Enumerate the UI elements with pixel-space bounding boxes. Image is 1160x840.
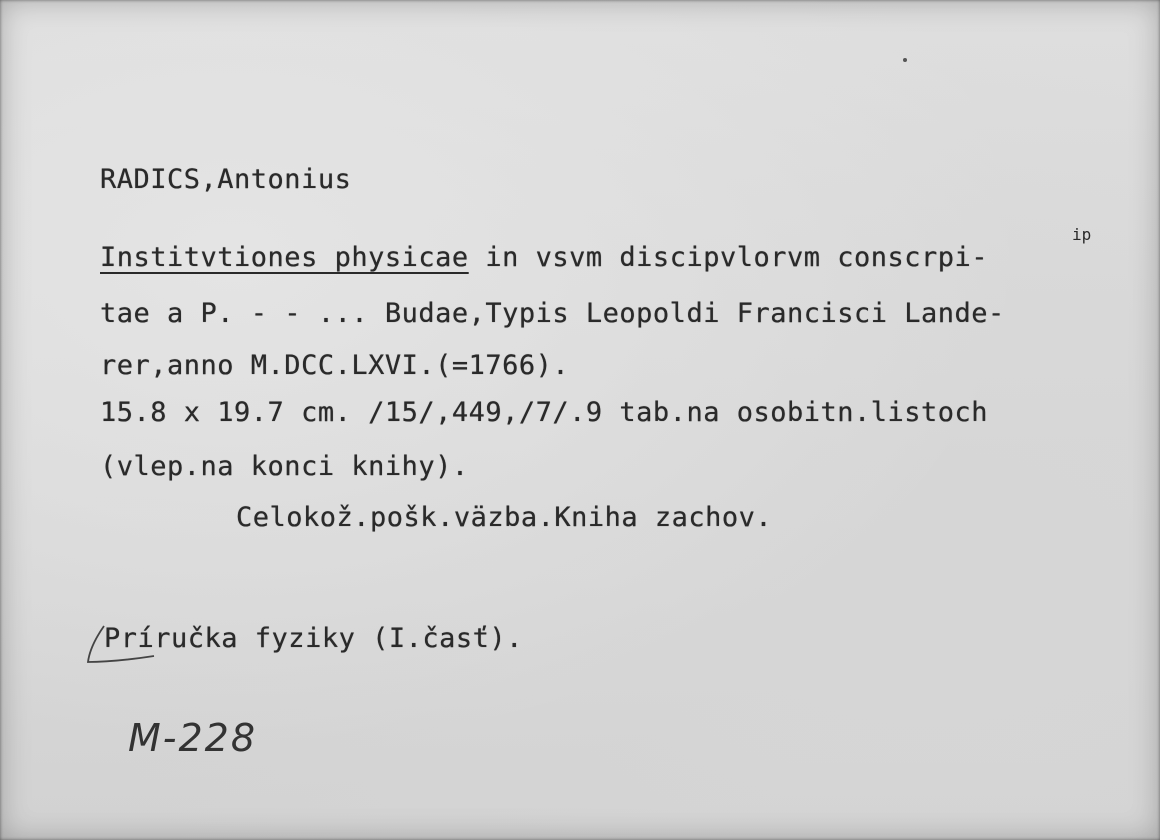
handwritten-correction: ip	[1072, 225, 1092, 244]
collation-line: 15.8 x 19.7 cm. /15/,449,/7/.9 tab.na osobitn.listoch	[100, 397, 989, 428]
title-rest: in vsvm discipvlorvm conscrpi-	[468, 242, 989, 273]
title-underlined: Institvtiones physicae	[100, 242, 469, 273]
author-line: RADICS,Antonius	[100, 164, 352, 195]
title-line	[100, 242, 988, 273]
collation-note: (vlep.na konci knihy).	[100, 451, 469, 482]
imprint-line-2: rer,anno M.DCC.LXVI.(=1766).	[100, 350, 570, 381]
paper-speck	[903, 58, 907, 62]
pencil-bracket-mark	[84, 622, 174, 672]
shelfmark-handwritten: M-228	[128, 716, 258, 760]
imprint-line-1: tae a P. - - ... Budae,Typis Leopoldi Francisci Lande-	[100, 298, 1005, 329]
subject-line: Príručka fyziky (I.časť).	[104, 623, 523, 654]
condition-note: Celokož.pošk.väzba.Kniha zachov.	[236, 502, 773, 533]
